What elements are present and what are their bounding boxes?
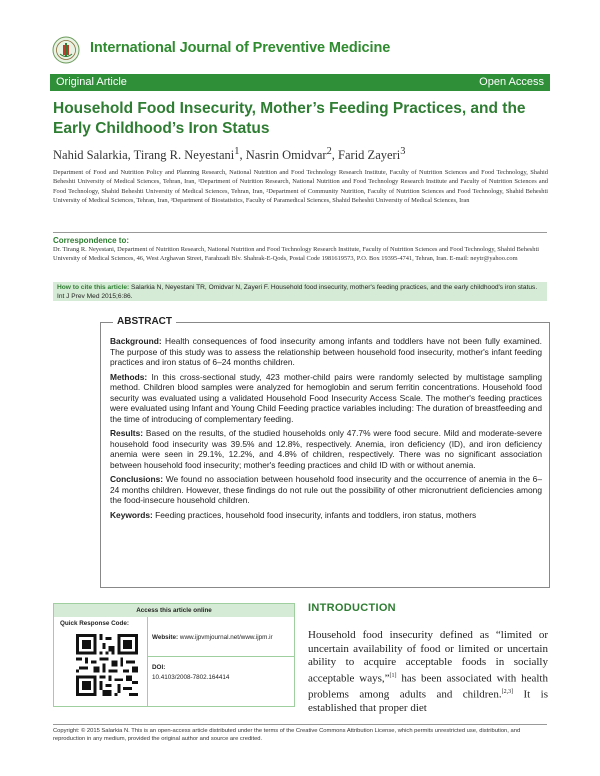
conclusions-text: We found no association between household food insecurity and the occurrence of anemia in the 6–24 months children. However, these findings do not rule out the possibility of other micronutrient deficiencies among the food-insecure household children.: [110, 474, 543, 505]
background-text: Health consequences of food insecurity among infants and toddlers have not been fully examined. The purpose of this study was to assess the relationship between household food insecurity, mother's infant feeding practices and iron status of 6–24 months children.: [110, 336, 542, 367]
introduction-heading: INTRODUCTION: [308, 602, 396, 614]
citation-box: [53, 282, 547, 301]
journal-logo-icon: [52, 36, 80, 64]
qr-label: Quick Response Code:: [60, 620, 129, 627]
affiliations: Department of Food and Nutrition Policy and Planning Research, National Nutrition and Food Technology Research Institute, Faculty of Nutrition Sciences and Food Technology, Shahid Beheshti University of Medical Sciences, Tehran, Iran, ¹Department of Nutrition Research, National Nutrition and Food Technology Research Institute and Faculty of Nutrition Sciences and Food Technology, Shahid Beheshti University of Medical Sciences, Tehran, Iran, ²Department of Community Nutrition, Faculty of Nutrition Sciences and Food Technology, Shahid Beheshti University of Medical Sciences, Tehran, Iran, ³Department of Biostatistics, Faculty of Paramedical Sciences, Shahid Beheshti University of Medical Sciences, Iran: [53, 169, 548, 204]
citation-label: How to cite this article:: [57, 284, 130, 291]
section-label: Original Article: [56, 76, 127, 88]
abstract-background: [110, 336, 542, 368]
author-name: Farid Zayeri: [338, 148, 401, 163]
abstract-results: [110, 428, 542, 470]
abstract-body: [110, 336, 542, 524]
website-row: [152, 634, 273, 641]
introduction-text: [308, 629, 548, 715]
abstract-conclusions: [110, 474, 542, 506]
correspondence-label: Correspondence to:: [53, 236, 130, 245]
article-title: Household Food Insecurity, Mother’s Feeding Practices, and the Early Childhood’s Iron Status: [53, 100, 526, 137]
reference-marker[interactable]: [2,3]: [501, 688, 514, 695]
author-name: Nasrin Omidvar: [245, 148, 327, 163]
abstract-keywords: [110, 510, 542, 521]
qr-code-icon[interactable]: [76, 634, 138, 696]
citation-text: Salarkia N, Neyestani TR, Omidvar N, Zayeri F. Household food insecurity, mother's feeding practices, and the early childhood's iron status. Int J Prev Med 2015;6:86.: [57, 284, 538, 300]
journal-header: [50, 34, 550, 66]
author-list: Nahid Salarkia, Tirang R. Neyestani$^1$, Nasrin Omidvar$^2$, Farid Zayeri$^3$: [53, 146, 406, 163]
divider: [53, 232, 547, 233]
results-label: Results:: [110, 428, 144, 438]
abstract-heading: ABSTRACT: [113, 316, 176, 327]
divider: [53, 724, 547, 725]
intro-text-part: Household food insecurity defined as “limited or uncertain availability of food or limited or uncertain ability to acquire acceptable foods in socially acceptable ways,”: [308, 629, 548, 685]
author-name: Tirang R. Neyestani: [133, 148, 235, 163]
author-name: Nahid Salarkia: [53, 148, 128, 163]
website-link[interactable]: www.ijpvmjournal.net/www.ijpm.ir: [179, 634, 273, 641]
copyright-notice: Copyright: © 2015 Salarkia N. This is an open-access article distributed under the terms of the Creative Commons Attribution License, which permits unrestricted use, distribution, and reproduction in any medium, provided the original author and source are credited.: [53, 728, 521, 742]
reference-marker[interactable]: [1]: [389, 672, 397, 679]
keywords-label: Keywords:: [110, 509, 153, 520]
keywords-text: Feeding practices, household food insecurity, infants and toddlers, iron status, mothers: [155, 509, 477, 520]
divider: [147, 656, 295, 657]
conclusions-label: Conclusions:: [110, 474, 164, 484]
correspondence-text: Dr. Tirang R. Neyestani, Department of Nutrition Research, National Nutrition and Food Technology Research Institute, Faculty of Nutrition Sciences and Food Technology, Shahid Beheshti University of Medical Sciences, 46, West Arghavan Street, Farahzadi Blv. Shahrak-E-Qods, Postal Code 1981619573, P.O. Box 19395-4741, Tehran, Iran. E-mail: neytr@yahoo.com: [53, 246, 540, 263]
open-access-label: Open Access: [479, 76, 544, 88]
abstract-methods: [110, 372, 542, 425]
website-label: Website:: [152, 634, 179, 641]
intro-text-part: has been associated with health problems among adults and children.: [308, 672, 548, 701]
author-affil-marker: 1: [234, 146, 240, 157]
journal-name: International Journal of Preventive Medicine: [90, 40, 391, 56]
author-affil-marker: 3: [400, 146, 406, 157]
intro-text-part: It is established that proper diet: [308, 688, 549, 714]
doi-link[interactable]: 10.4103/2008-7802.164414: [152, 674, 230, 681]
results-text: Based on the results, of the studied households only 47.7% were food secure. Mild and moderate-severe household food insecurity was 39.5% and 12.8%, respectively. Anemia, iron deficiency (ID), and iron deficiency anemia were seen in 29.1%, 12.2%, and 4.8% of children, respectively. There was no significant association between household food insecurity; mother's feeding practices and child ID with or without anemia.: [110, 428, 542, 470]
author-affil-marker: 2: [326, 146, 332, 157]
methods-text: In this cross-sectional study, 423 mother-child pairs were randomly selected by multistage sampling method. Children blood samples were analyzed for hemoglobin and serum ferritin concentrations. Household food security was evaluated using a validated Household Food Insecurity Access Scale. The mother's feeding practices were evaluated using Infant and Young Child Feeding practice variables including: The duration of breastfeeding and the time of introducing of complementary feeding.: [110, 371, 543, 424]
methods-label: Methods:: [110, 371, 148, 382]
background-label: Background:: [110, 336, 162, 346]
access-online-box: [53, 603, 295, 707]
divider: [147, 617, 148, 707]
doi-label: DOI:: [152, 664, 166, 671]
section-bar: [50, 74, 550, 91]
access-heading: Access this article online: [54, 604, 294, 617]
